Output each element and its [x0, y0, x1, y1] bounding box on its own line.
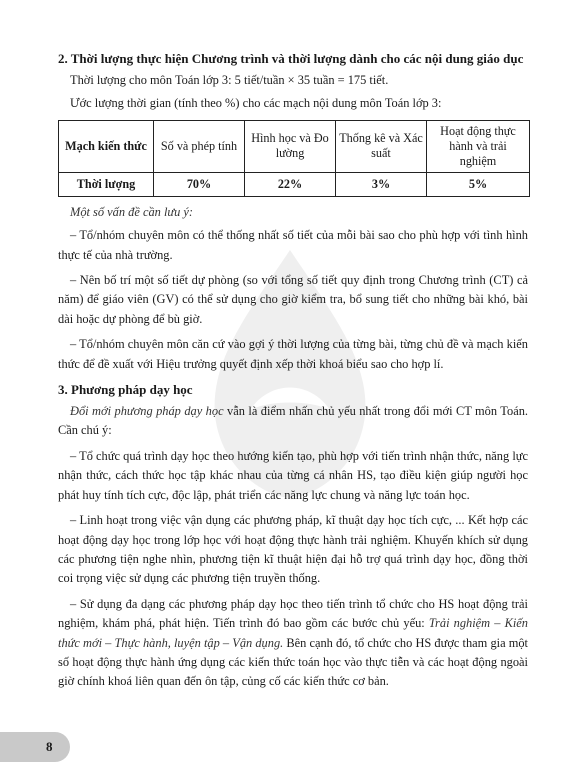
method-paragraph: – Linh hoạt trong việc vận dụng các phương pháp, kĩ thuật dạy học tích cực, ... Kết hợp các hoạt động dạy học trong lớp học với hoạt động thực hành trải nghiệm. Khuyến khích sử dụng các phương tiện nghe nhìn, phương tiện kĩ thuật hiện đại hỗ trợ quá trình dạy học, đồng thời coi trọng việc sử dụng các phương tiện truyền thống. [58, 513, 528, 586]
table-cell: Thời lượng [59, 172, 154, 196]
table-header-row [59, 120, 530, 172]
note-paragraph: – Nên bố trí một số tiết dự phòng (so với tổng số tiết quy định trong Chương trình (CT) cả năm) để giáo viên (GV) có thể sử dụng cho giờ kiểm tra, bổ sung tiết cho những bài khó, bài dài hoặc dự phòng để bù giờ. [58, 273, 528, 326]
method-paragraph-last [58, 595, 528, 692]
table-header-cell: Thống kê và Xác suất [336, 120, 427, 172]
table-cell: 70% [154, 172, 245, 196]
section-3-intro [58, 402, 528, 441]
section-2-heading: 2. Thời lượng thực hiện Chương trình và thời lượng dành cho các nội dung giáo dục [58, 51, 524, 66]
last-point-end: Bên cạnh đó, tổ chức cho HS được tham gia một số hoạt động thực hành ứng dụng các kiến thức toán học vào thực tiễn và các hoạt động ngoài giờ chính khoá liên quan đến ôn tập, củng cố các kiến thức cơ bản. [58, 635, 528, 689]
method-paragraph: – Tổ chức quá trình dạy học theo hướng kiến tạo, phù hợp với tiến trình nhận thức, năng lực nhận thức, cách thức học tập khác nhau của từng cá nhân HS, tạo điều kiện giúp người học phát huy tính tích cực, độc lập, phát triển các năng lực chung và năng lực toán học. [58, 448, 528, 502]
notes-intro: Một số vấn đề cần lưu ý: [70, 204, 194, 219]
table-header-cell: Số và phép tính [154, 120, 245, 172]
intro-rest: vẫn là điểm nhấn chủ yếu nhất trong đổi mới CT môn Toán. Cần chú ý: [58, 404, 528, 438]
intro-italic-phrase: Đổi mới phương pháp dạy học [70, 404, 224, 419]
table-header-cell: Hoạt động thực hành và trải nghiệm [427, 120, 530, 172]
last-point-start: – Sử dụng đa dạng các phương pháp dạy học theo tiến trình tổ chức cho HS hoạt động trải nghiệm, khám phá, phát hiện. Tiến trình đó bao gồm các bước chủ yếu: [58, 596, 528, 631]
page-number: 8 [0, 732, 70, 762]
note-paragraph: – Tổ/nhóm chuyên môn căn cứ vào gợi ý thời lượng của từng bài, từng chủ đề và mạch kiến thức để đề xuất với Hiệu trưởng quyết định xếp thời khoá biểu sao cho hợp lí. [58, 337, 528, 371]
note-paragraph: – Tổ/nhóm chuyên môn có thể thống nhất số tiết của mỗi bài sao cho phù hợp với tình hình thực tế của nhà trường. [58, 228, 528, 262]
duration-line: Thời lượng cho môn Toán lớp 3: 5 tiết/tuần × 35 tuần = 175 tiết. [70, 73, 389, 87]
table-header-cell: Mạch kiến thức [59, 120, 154, 172]
table-cell: 3% [336, 172, 427, 196]
table-cell: 5% [427, 172, 530, 196]
table-header-cell: Hình học và Đo lường [245, 120, 336, 172]
last-point-italic: Trải nghiệm – Kiến thức mới – Thực hành, luyện tập – Vận dụng. [58, 616, 528, 650]
page-content [58, 49, 528, 698]
time-allocation-table [58, 120, 530, 197]
section-3-heading: 3. Phương pháp dạy học [58, 382, 193, 398]
table-row [59, 172, 530, 196]
estimate-line: Ước lượng thời gian (tính theo %) cho các mạch nội dung môn Toán lớp 3: [70, 96, 442, 111]
table-cell: 22% [245, 172, 336, 196]
